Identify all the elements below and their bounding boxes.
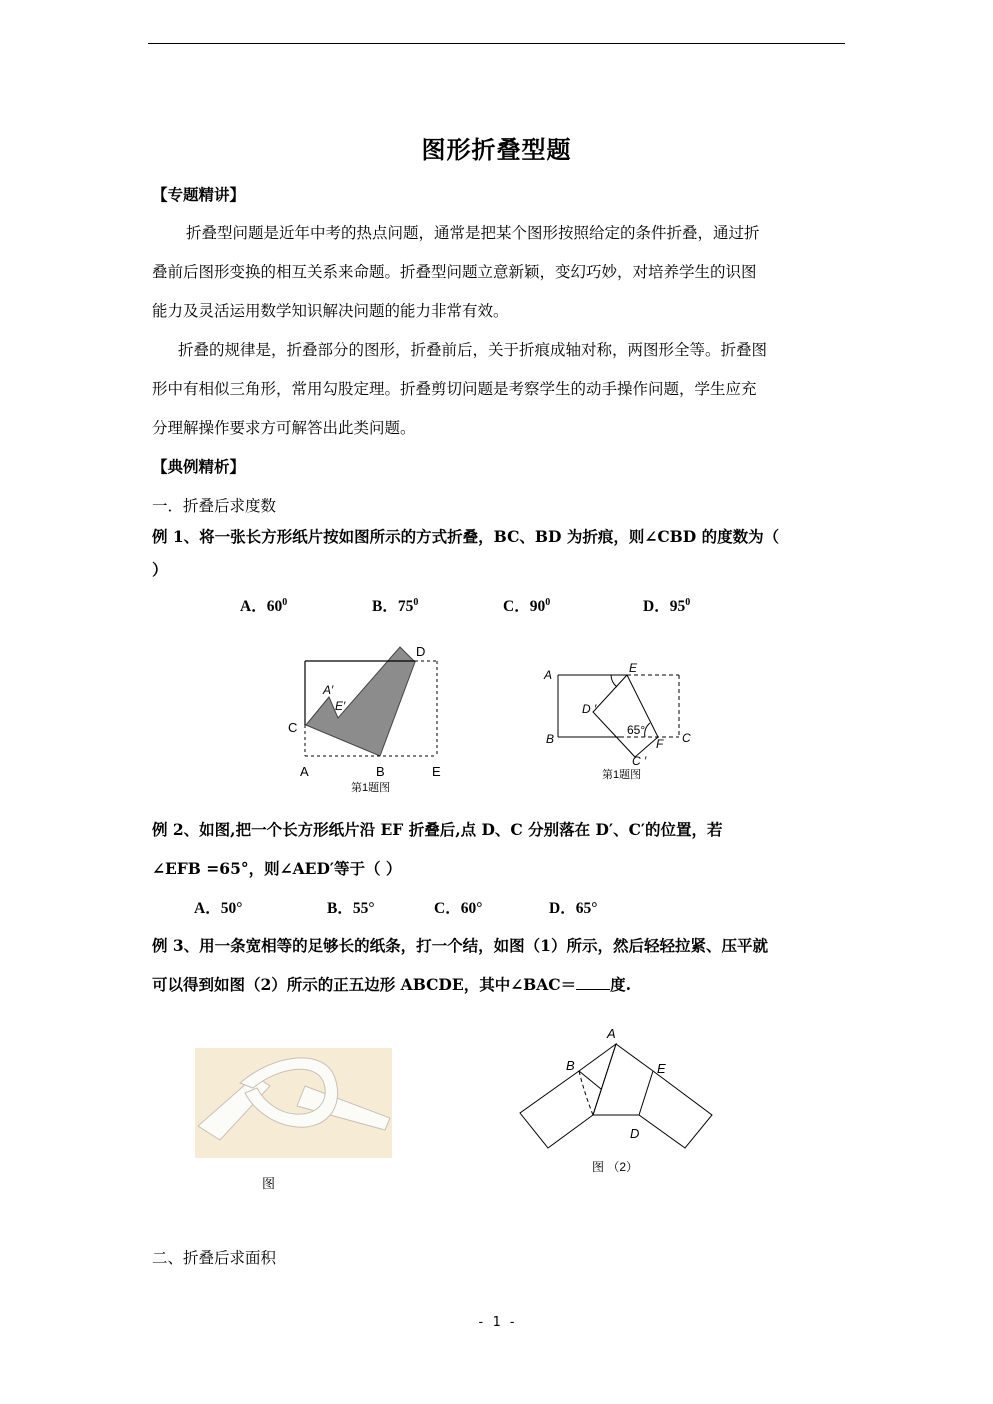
example1-option-c: C．$90^0$: [503, 596, 551, 615]
example2-option-d: D．65°: [549, 900, 598, 917]
figure2-label-f: F: [656, 737, 664, 751]
header-rule: [148, 43, 845, 44]
figure4-pentagon-diagram: [510, 1020, 720, 1180]
examples-heading: 【典例精析】: [152, 458, 246, 476]
figure1-caption: 第1题图: [351, 782, 391, 794]
intro-heading: 【专题精讲】: [152, 186, 246, 204]
figure1-label-a-prime: A′: [323, 683, 334, 697]
figure2-label-e: E: [629, 661, 638, 675]
intro-para1-line1: 折叠型问题是近年中考的热点问题，通常是把某个图形按照给定的条件折叠，通过折: [186, 224, 760, 242]
figure1-diagram: [280, 635, 460, 800]
intro-para2-line2: 形中有相似三角形，常用勾股定理。折叠剪切问题是考察学生的动手操作问题，学生应充: [152, 380, 757, 398]
figure2-label-c: C: [682, 731, 691, 745]
figure2-angle-arc-f: [645, 723, 650, 737]
figure4-label-a: A: [607, 1026, 616, 1041]
figure2-label-a: A: [544, 668, 553, 682]
figure1-label-b: B: [376, 764, 385, 779]
figure4-dashed-bc: [579, 1071, 593, 1115]
figure2-label-d-prime: D ′: [582, 702, 597, 716]
intro-para2-line1: 折叠的规律是，折叠部分的图形，折叠前后，关于折痕成轴对称，两图形全等。折叠图: [178, 341, 768, 359]
figure1-label-a: A: [300, 764, 309, 779]
part2-heading: 二、折叠后求面积: [152, 1249, 277, 1267]
figure1-label-e-prime: E′: [335, 699, 346, 713]
intro-para1-line2: 叠前后图形变换的相互关系来命题。折叠型问题立意新颖，变幻巧妙，对培养学生的识图: [152, 263, 757, 281]
example2-line2: ∠EFB =65°，则∠AED′等于（ ）: [152, 859, 402, 878]
figure2-label-b: B: [546, 732, 555, 746]
example3-line2: 可以得到如图（2）所示的正五边形 ABCDE，其中∠BAC＝ 度.: [152, 975, 632, 994]
example2-line1: 例 2、如图,把一个长方形纸片沿 EF 折叠后,点 D、C 分别落在 D′、C′的位置，若: [152, 820, 723, 839]
intro-para2-line3: 分理解操作要求方可解答出此类问题。: [152, 419, 416, 437]
page-number: - 1 -: [476, 1315, 517, 1330]
figure1-label-d: D: [416, 644, 426, 659]
intro-para1-line3: 能力及灵活运用数学知识解决问题的能力非常有效。: [152, 302, 509, 320]
example1-line2: ）: [152, 560, 168, 579]
figure4-label-e: E: [657, 1061, 666, 1076]
figure1-folded-region: [306, 647, 415, 756]
example2-option-b: B．55°: [327, 900, 375, 917]
example1-option-b: B．$75^0$: [372, 596, 419, 615]
example1-option-d: D．$95^0$: [643, 596, 691, 615]
figure4-pentagon: [593, 1044, 712, 1148]
figure4-label-b: B: [566, 1058, 575, 1073]
figure2-label-c-prime: C ′: [632, 754, 647, 768]
part1-heading: 一．折叠后求度数: [152, 497, 277, 515]
figure1-label-c: C: [288, 720, 298, 735]
figure3-caption: 图: [262, 1177, 276, 1192]
figure3-knot-photo: [195, 1048, 392, 1158]
figure4-caption: 图 （2）: [592, 1160, 639, 1174]
figure1-label-e: E: [432, 764, 441, 779]
page-title: 图形折叠型题: [421, 136, 572, 164]
figure4-label-d: D: [630, 1126, 640, 1141]
example3-line1: 例 3、用一条宽相等的足够长的纸条，打一个结，如图（1）所示，然后轻轻拉紧、压平就: [152, 936, 768, 955]
example1-option-a: A．$60^0$: [240, 596, 288, 615]
figure4-fold-line: [579, 1071, 601, 1089]
example2-option-a: A．50°: [194, 900, 243, 917]
example1-line1: 例 1、将一张长方形纸片按如图所示的方式折叠，BC、BD 为折痕，则∠CBD 的度数为（: [152, 527, 780, 546]
example2-option-c: C．60°: [434, 900, 483, 917]
answer-blank: [576, 975, 610, 990]
figure2-caption: 第1题图: [602, 769, 642, 781]
figure2-angle-arc-e: [611, 675, 617, 687]
figure2-diagram: [530, 655, 700, 785]
figure2-angle-label: 65°: [627, 723, 646, 737]
figure4-edge-ed: [639, 1071, 653, 1115]
figure2-folded-part: [593, 675, 658, 757]
